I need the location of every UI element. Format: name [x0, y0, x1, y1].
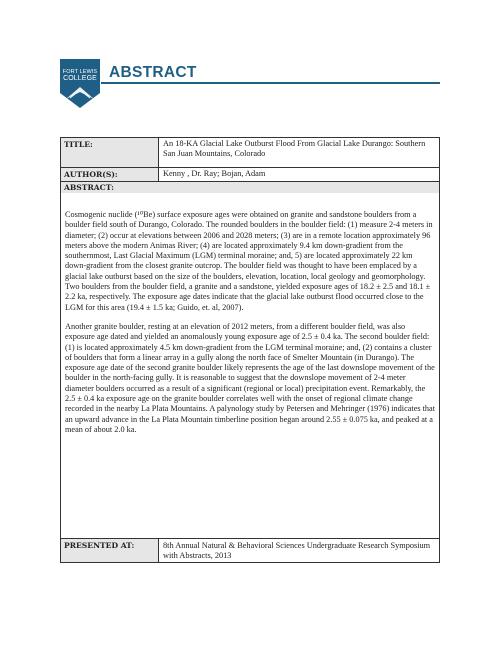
college-logo	[60, 59, 100, 108]
title-value: An 18-KA Glacial Lake Outburst Flood From Glacial Lake Durango: Southern San Juan Mountains, Colorado	[163, 139, 426, 158]
logo-text-line1: FORT LEWIS	[62, 69, 98, 75]
header-divider	[101, 82, 440, 84]
abstract-label-row	[60, 181, 440, 193]
abstract-body	[60, 193, 440, 538]
presented-row	[60, 538, 440, 563]
abstract-paragraph-2: Another granite boulder, resting at an elevation of 2012 meters, from a different boulder field, was also exposure age dated and yielded an anomalously young exposure age of 2.5 ± 0.4 ka. The second boulder field: (1) is located approximately 4.5 km down-gradient from the LGM terminal moraine; and, (2) contains a cluster of boulders that form a linear array in a gully along the north face of Smelter Mountain (in Durango). The exposure age date of the second granite boulder likely represents the age of the last downslope movement of the boulder in the north-facing gully. It is reasonable to suggest that the downslope movement of 2-4 meter diameter boulders occurred as a result of a significant (regional or local) precipitation event. Remarkably, the 2.5 ± 0.4 ka exposure age on the granite boulder correlates well with the onset of regional climate change recorded in the nearby La Plata Mountains. A palynology study by Petersen and Mehringer (1976) indicates that an upward advance in the La Plata Mountain timberline position began around 2.55 ± 0.075 ka, and peaked at a mean of about 2.0 ka.	[65, 321, 436, 434]
abstract-paragraph-1: Cosmogenic nuclide (¹⁰Be) surface exposure ages were obtained on granite and sandstone boulders from a boulder field south of Durango, Colorado. The rounded boulders in the boulder field: (1) measure 2-4 meters in diameter; (2) occur at elevations between 2006 and 2028 meters; (3) are in a remote location approximately 96 meters above the modern Animas River; (4) are located approximately 9.4 km down-gradient from the southernmost, Last Glacial Maximum (LGM) terminal moraine; and, 5) are located approximately 22 km down-gradient from the closest granite outcrop. The boulder field was thought to have been emplaced by a glacial lake outburst based on the size of the boulders, elevation, location, local geology and geomorphology. Two boulders from the boulder field, a granite and a sandstone, yielded exposure ages of 18.2 ± 2.5 and 18.1 ± 2.2 ka, respectively. The exposure age dates indicate that the glacial lake outburst flood occurred close to the LGM for this area (19.4 ± 1.5 ka; Guido, et. al, 2007).	[65, 210, 433, 312]
page-heading: ABSTRACT	[109, 64, 197, 81]
title-label: TITLE:	[61, 138, 159, 167]
abstract-label: ABSTRACT:	[64, 183, 114, 192]
presented-label: PRESENTED AT:	[61, 539, 159, 562]
author-value: Kenny , Dr. Ray; Bojan, Adam	[163, 169, 266, 178]
author-label: AUTHOR(S):	[61, 168, 159, 181]
author-row	[60, 167, 440, 181]
presented-value: 8th Annual Natural & Behavioral Sciences Undergraduate Research Symposium with Abstracts, 2013	[163, 541, 431, 560]
college-logo-shield-icon	[60, 59, 100, 108]
title-row	[60, 137, 440, 167]
logo-text-line2: COLLEGE	[63, 75, 97, 82]
